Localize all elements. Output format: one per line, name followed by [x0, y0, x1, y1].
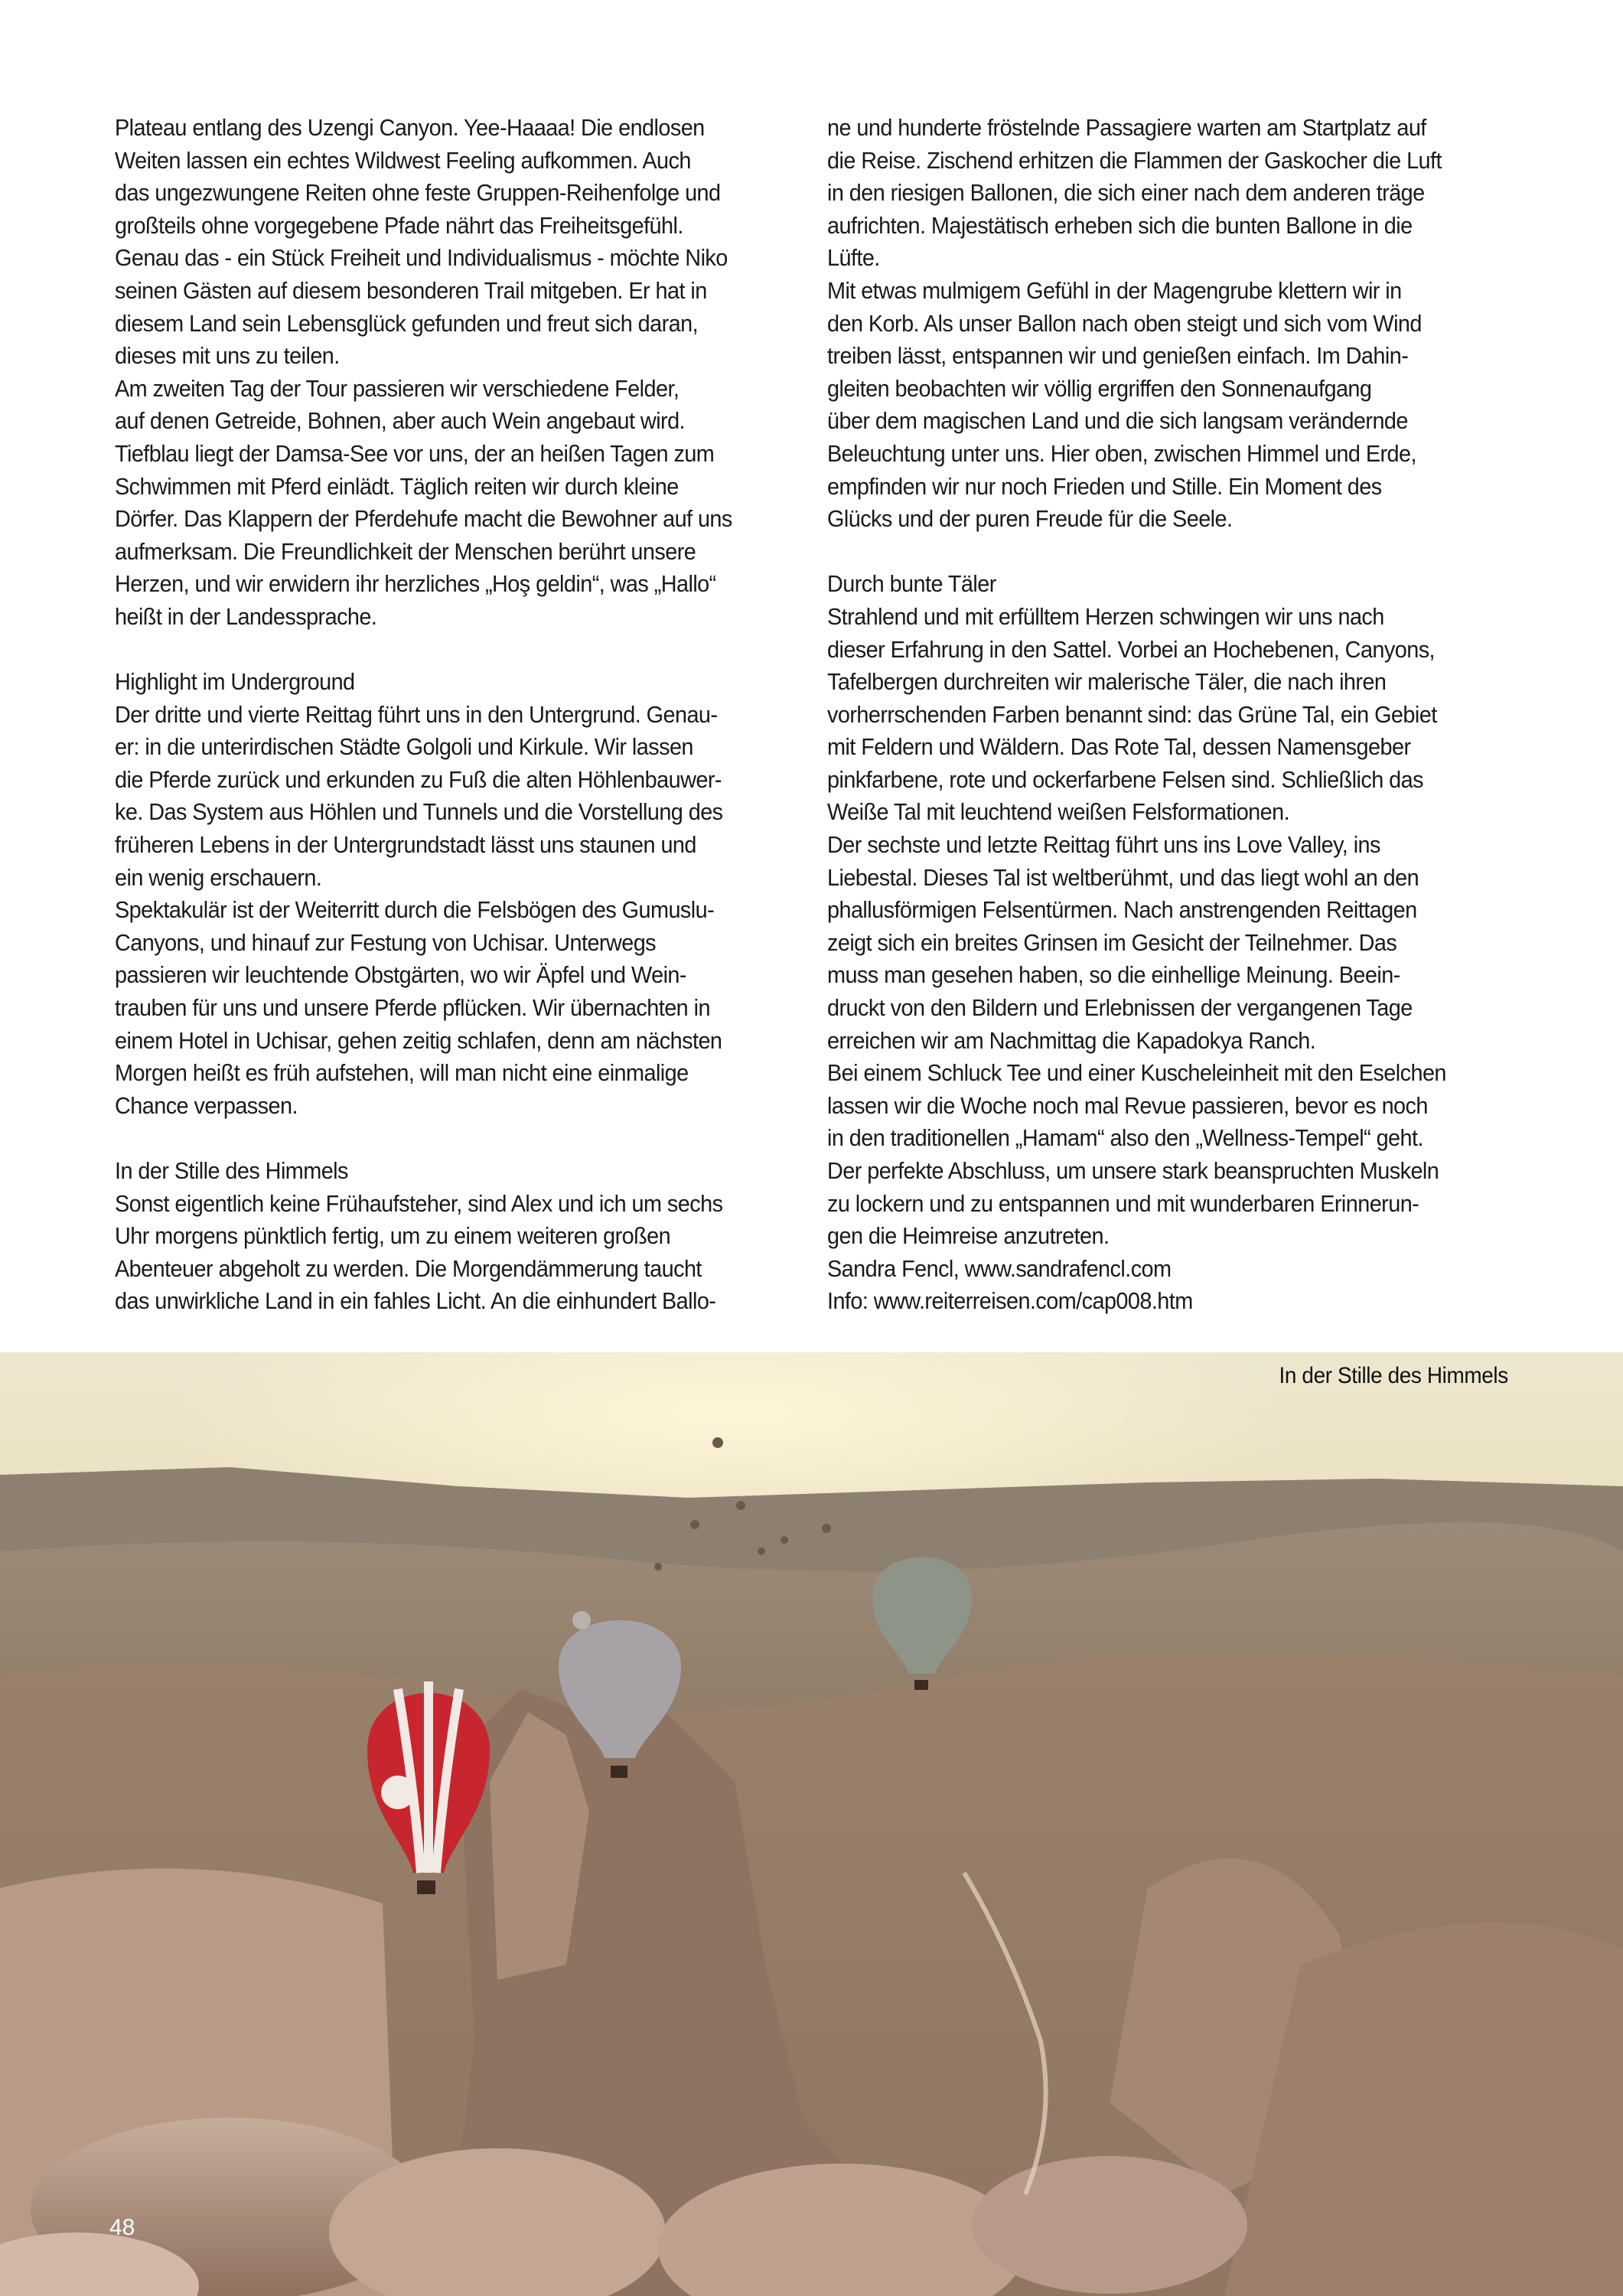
text-line: Abenteuer abgeholt zu werden. Die Morgendämmerung taucht — [115, 1254, 702, 1282]
section-heading — [115, 1155, 826, 1188]
text-line: dieses mit uns zu teilen. — [115, 342, 340, 370]
text-line: seinen Gästen auf diesem besonderen Trail mitgeben. Er hat in — [115, 276, 707, 304]
text-line: ne und hunderte fröstelnde Passagiere warten am Startplatz auf — [827, 114, 1426, 141]
text-line: Canyons, und hinauf zur Festung von Uchisar. Unterwegs — [115, 928, 657, 956]
text-line: empfinden wir nur noch Frieden und Stille. Ein Moment des — [827, 472, 1382, 500]
article-photo — [0, 1352, 1623, 2296]
paragraph — [115, 894, 826, 1122]
text-line: Sonst eigentlich keine Frühaufsteher, sind Alex und ich um sechs — [115, 1189, 723, 1217]
page-number: 48 — [109, 2215, 135, 2240]
text-line: Lüfte. — [827, 244, 880, 272]
text-line: treiben lässt, entspannen wir und genießen einfach. Im Dahin- — [827, 342, 1409, 370]
paragraph — [115, 373, 826, 634]
text-line: zu lockern und zu entspannen und mit wunderbaren Erinnerun- — [827, 1189, 1419, 1217]
text-line: diesem Land sein Lebensglück gefunden und freut sich daran, — [115, 309, 699, 337]
text-line: Tafelbergen durchreiten wir malerische Täler, die nach ihren — [827, 668, 1387, 696]
paragraph — [827, 829, 1539, 1057]
text-line: Info: www.reiterreisen.com/cap008.htm — [827, 1287, 1193, 1315]
text-line: in den riesigen Ballonen, die sich einer nach dem anderen träge — [827, 179, 1425, 207]
section-heading — [115, 666, 826, 699]
paragraph — [827, 275, 1539, 536]
text-line: Genau das - ein Stück Freiheit und Individualismus - möchte Niko — [115, 244, 728, 272]
article-column-right — [827, 112, 1539, 1318]
text-line: das ungezwungene Reiten ohne feste Gruppen-Reihenfolge und — [115, 179, 721, 207]
text-line: muss man gesehen haben, so die einhellige Meinung. Beein- — [827, 961, 1400, 989]
text-line: Uhr morgens pünktlich fertig, um zu einem weiteren großen — [115, 1222, 671, 1250]
text-line: aufmerksam. Die Freundlichkeit der Menschen berührt unsere — [115, 537, 696, 565]
text-line: trauben für uns und unsere Pferde pflücken. Wir übernachten in — [115, 994, 710, 1022]
paragraph — [115, 1188, 826, 1318]
text-line: über dem magischen Land und die sich langsam verändernde — [827, 407, 1408, 435]
text-line: Strahlend und mit erfülltem Herzen schwingen wir uns nach — [827, 602, 1384, 630]
text-line: er: in die unterirdischen Städte Golgoli und Kirkule. Wir lassen — [115, 733, 693, 761]
text-line: in den traditionellen „Hamam“ also den „Wellness-Tempel“ geht. — [827, 1124, 1423, 1152]
text-line: früheren Lebens in der Untergrundstadt lässt uns staunen und — [115, 831, 696, 859]
text-line: die Pferde zurück und erkunden zu Fuß die alten Höhlenbauwer- — [115, 765, 722, 793]
text-line: zeigt sich ein breites Grinsen im Gesicht der Teilnehmer. Das — [827, 928, 1397, 956]
text-line: auf denen Getreide, Bohnen, aber auch Wein angebaut wird. — [115, 407, 686, 435]
paragraph — [827, 601, 1539, 829]
text-line: gleiten beobachten wir völlig ergriffen den Sonnenaufgang — [827, 374, 1372, 402]
text-line: Sandra Fencl, www.sandrafencl.com — [827, 1254, 1172, 1282]
text-line: Weiße Tal mit leuchtend weißen Felsformationen. — [827, 798, 1290, 826]
text-line: mit Feldern und Wäldern. Das Rote Tal, dessen Namensgeber — [827, 733, 1411, 761]
text-line: die Reise. Zischend erhitzen die Flammen der Gaskocher die Luft — [827, 146, 1442, 174]
text-line: ke. Das System aus Höhlen und Tunnels und die Vorstellung des — [115, 798, 723, 826]
text-line: Bei einem Schluck Tee und einer Kuscheleinheit mit den Eselchen — [827, 1059, 1446, 1087]
text-line: Plateau entlang des Uzengi Canyon. Yee-Haaaa! Die endlosen — [115, 114, 705, 141]
text-line: vorherrschenden Farben benannt sind: das Grüne Tal, ein Gebiet — [827, 700, 1437, 728]
paragraph — [827, 1057, 1539, 1253]
text-line: Weiten lassen ein echtes Wildwest Feeling aufkommen. Auch — [115, 146, 691, 174]
article-column-left — [115, 112, 826, 1318]
text-line: aufrichten. Majestätisch erheben sich die bunten Ballone in die — [827, 211, 1413, 239]
text-line: Der perfekte Abschluss, um unsere stark beanspruchten Muskeln — [827, 1157, 1439, 1184]
text-line: passieren wir leuchtende Obstgärten, wo wir Äpfel und Wein- — [115, 961, 686, 989]
text-line: Am zweiten Tag der Tour passieren wir verschiedene Felder, — [115, 374, 680, 402]
photo-caption: In der Stille des Himmels — [1279, 1363, 1508, 1388]
text-line: phallusförmigen Felsentürmen. Nach anstrengenden Reittagen — [827, 896, 1417, 924]
text-line: dieser Erfahrung in den Sattel. Vorbei an Hochebenen, Canyons, — [827, 635, 1436, 663]
text-line: druckt von den Bildern und Erlebnissen der vergangenen Tage — [827, 994, 1413, 1022]
text-line: Mit etwas mulmigem Gefühl in der Magengrube klettern wir in — [827, 276, 1402, 304]
text-line: Spektakulär ist der Weiterritt durch die Felsbögen des Gumuslu- — [115, 896, 715, 924]
text-line: Der sechste und letzte Reittag führt uns ins Love Valley, ins — [827, 831, 1380, 859]
text-line: gen die Heimreise anzutreten. — [827, 1222, 1110, 1250]
text-line: lassen wir die Woche noch mal Revue passieren, bevor es noch — [827, 1091, 1428, 1119]
text-line: pinkfarbene, rote und ockerfarbene Felsen sind. Schließlich das — [827, 765, 1423, 793]
text-line: erreichen wir am Nachmittag die Kapadokya Ranch. — [827, 1026, 1316, 1054]
balloon-landscape-photo — [0, 1352, 1623, 2296]
paragraph — [115, 699, 826, 895]
text-line: Glücks und der puren Freude für die Seele. — [827, 505, 1233, 533]
paragraph-spacer — [115, 1122, 826, 1155]
info-line — [827, 1285, 1539, 1318]
text-line: Chance verpassen. — [115, 1091, 298, 1119]
paragraph — [827, 112, 1539, 275]
text-line: Dörfer. Das Klappern der Pferdehufe macht die Bewohner auf uns — [115, 505, 732, 533]
text-line: Highlight im Underground — [115, 668, 355, 696]
text-line: das unwirkliche Land in ein fahles Licht. An die einhundert Ballo- — [115, 1287, 716, 1315]
text-line: den Korb. Als unser Ballon nach oben steigt und sich vom Wind — [827, 309, 1422, 337]
paragraph — [115, 112, 826, 373]
text-line: Liebestal. Dieses Tal ist weltberühmt, und das liegt wohl an den — [827, 863, 1419, 891]
paragraph-spacer — [115, 634, 826, 667]
text-line: Morgen heißt es früh aufstehen, will man nicht eine einmalige — [115, 1059, 689, 1087]
text-line: Schwimmen mit Pferd einlädt. Täglich reiten wir durch kleine — [115, 472, 679, 500]
credit-line — [827, 1253, 1539, 1286]
text-line: Tiefblau liegt der Damsa-See vor uns, der an heißen Tagen zum — [115, 439, 715, 467]
paragraph-spacer — [827, 536, 1539, 569]
text-line: Der dritte und vierte Reittag führt uns in den Untergrund. Genau- — [115, 700, 718, 728]
text-line: In der Stille des Himmels — [115, 1157, 348, 1184]
text-line: Beleuchtung unter uns. Hier oben, zwischen Himmel und Erde, — [827, 439, 1416, 467]
text-line: Herzen, und wir erwidern ihr herzliches „Hoş geldin“, was „Hallo“ — [115, 570, 716, 598]
text-line: ein wenig erschauern. — [115, 863, 322, 891]
text-line: großteils ohne vorgegebene Pfade nährt das Freiheitsgefühl. — [115, 211, 683, 239]
text-line: Durch bunte Täler — [827, 570, 996, 598]
text-line: einem Hotel in Uchisar, gehen zeitig schlafen, denn am nächsten — [115, 1026, 722, 1054]
section-heading — [827, 568, 1539, 601]
text-line: heißt in der Landessprache. — [115, 602, 377, 630]
